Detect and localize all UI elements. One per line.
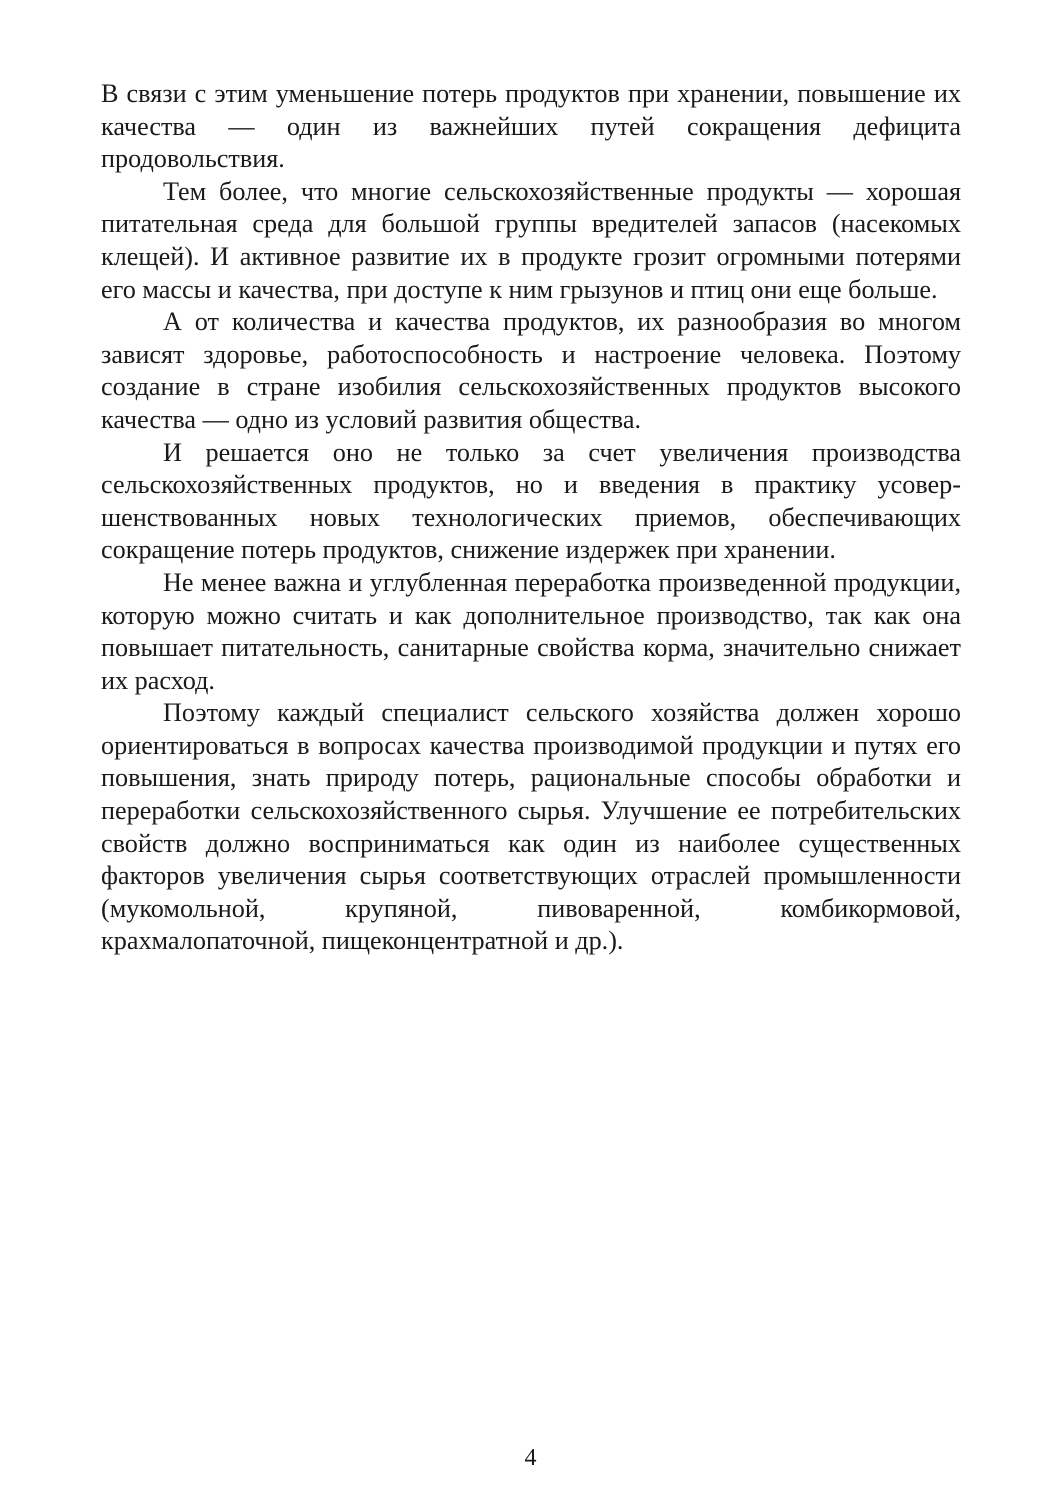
page-number: 4 (524, 1445, 537, 1471)
paragraph-6: Поэтому каждый специалист сельского хозяйства должен хорошо ориентироваться в вопросах качества производимой продукции и путях его повышения, знать природу потерь, рациональные способы обработки и переработки сельскохозяйственного сырья. Улучшение ее потребительских свойств должно восприниматься как один из наиболее существенных факторов увеличения сырья соответствующих отраслей промышленности (мукомольной, крупяной, пивоваренной, комбикормовой, крахмалопаточной, пищеконцентратной и др.). (101, 698, 961, 956)
body-text (101, 78, 961, 958)
paragraph-4: И решается оно не только за счет увеличения производства сельскохозяйственных продуктов, но и введения в практику усовершенствованных новых технологических приемов, обеспечивающих сокращение потерь продуктов, снижение издержек при хранении. (101, 437, 961, 565)
paragraph-1: В связи с этим уменьшение потерь продуктов при хранении, повышение их качества — один из важнейших путей сокращения дефицита продовольствия. (101, 79, 961, 174)
paragraph-2: Тем более, что многие сельскохозяйственные продукты — хорошая питательная среда для большой группы вредителей запасов (насекомых клещей). И активное развитие их в продукте грозит огромными потерями его массы и качества, при доступе к ним грызунов и птиц они еще больше. (101, 176, 961, 304)
paragraph-5: Не менее важна и углубленная переработка произведенной продукции, которую можно считать и как дополнительное производство, так как она повышает питательность, санитарные свойства корма, значительно снижает их расход. (101, 567, 961, 695)
paragraph-3: А от количества и качества продуктов, их разнообразия во многом зависят здоровье, работоспособность и настроение человека. Поэтому создание в стране изобилия сельскохозяйственных продуктов высокого качества — одно из условий развития общества. (101, 307, 961, 434)
